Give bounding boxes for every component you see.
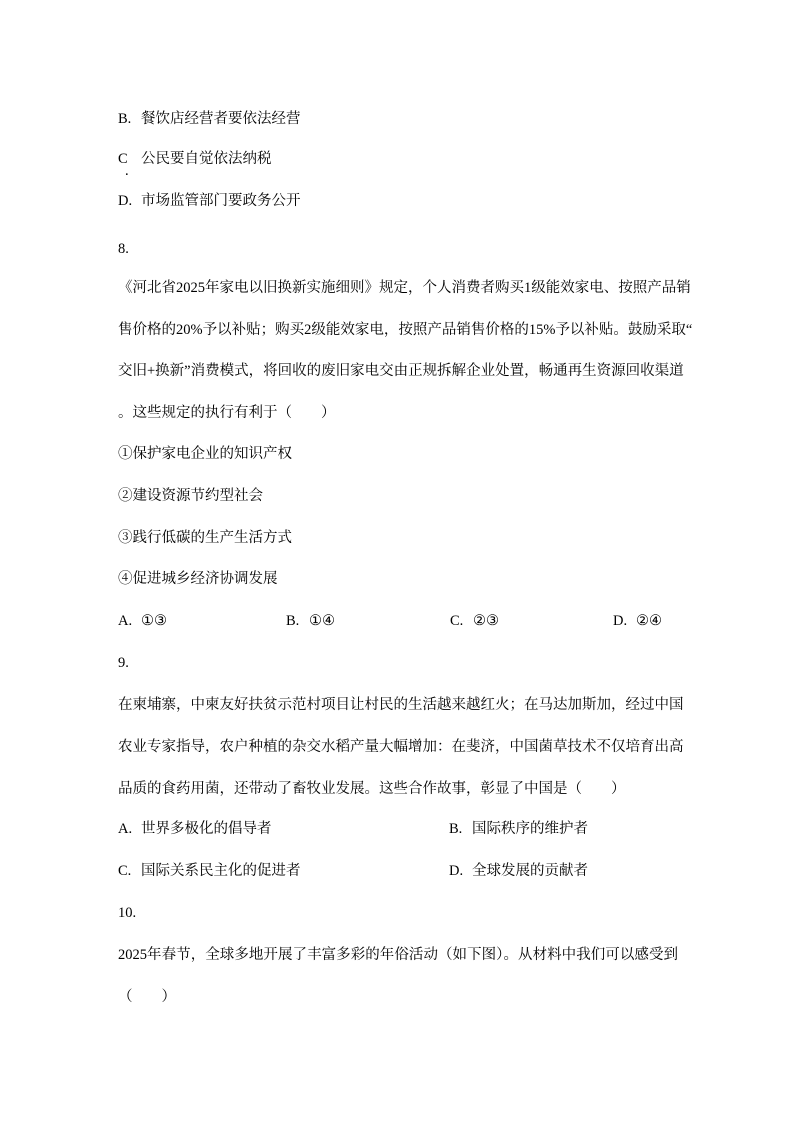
question8-number: 8. (118, 241, 129, 257)
option-label: B. (118, 111, 132, 127)
option-text: 餐饮店经营者要依法经营 (141, 111, 301, 127)
question8-item-1: ①保护家电企业的知识产权 (118, 446, 292, 462)
question9-option-d: D. 全球发展的贡献者 (449, 863, 588, 879)
document-page (118, 0, 693, 1123)
question8-stem-line-2: 售价格的20%予以补贴；购买2级能效家电，按照产品销售价格的15%予以补贴。鼓励采取“ (118, 322, 693, 338)
question7-option-d (118, 190, 678, 212)
question8-item-4: ④促进城乡经济协调发展 (118, 571, 278, 587)
question9-options-row-1 (118, 818, 718, 840)
question10-stem-line-1: 2025年春节，全球多地开展了丰富多彩的年俗活动（如下图）。从材料中我们可以感受到 (118, 947, 678, 963)
question8-option-a: A. ①③ (118, 613, 167, 629)
question9-option-b: B. 国际秩序的维护者 (449, 821, 588, 837)
question7-option-c (118, 148, 678, 179)
question9-stem-line-2: 农业专家指导，农户种植的杂交水稻产量大幅增加：在斐济，中国菌草技术不仅培育出高 (118, 739, 684, 755)
option-text: 公民要自觉依法纳税 (141, 151, 272, 167)
question9-options-row-2 (118, 860, 718, 882)
question8-item-2: ②建设资源节约型社会 (118, 488, 263, 504)
question9-option-a: A. 世界多极化的倡导者 (118, 821, 272, 837)
question9-number: 9. (118, 655, 129, 671)
question8-option-d: D. ②④ (613, 613, 662, 629)
option-text: 市场监管部门要政务公开 (141, 193, 301, 209)
question8-stem-line-1: 《河北省2025年家电以旧换新实施细则》规定，个人消费者购买1级能效家电、按照产品销 (118, 280, 691, 296)
question8-options-row (118, 610, 718, 632)
question8-option-b: B. ①④ (286, 613, 335, 629)
question8-item-3: ③践行低碳的生产生活方式 (118, 530, 292, 546)
option-c-period: . (125, 163, 129, 179)
question9-option-c: C. 国际关系民主化的促进者 (118, 863, 301, 879)
question7-option-b (118, 108, 678, 130)
question8-option-c: C. ②③ (450, 613, 499, 629)
question9-stem-line-1: 在柬埔寨，中柬友好扶贫示范村项目让村民的生活越来越红火；在马达加斯加，经过中国 (118, 697, 684, 713)
question9-stem-line-3: 品质的食药用菌，还带动了畜牧业发展。这些合作故事，彰显了中国是（ ） (118, 781, 626, 797)
question8-stem-line-3: 交旧+换新”消费模式，将回收的废旧家电交由正规拆解企业处置，畅通再生资源回收渠道 (118, 363, 684, 379)
question10-number: 10. (118, 905, 137, 921)
question10-stem-line-2: （ ） (118, 989, 176, 1005)
option-label: D. (118, 193, 133, 209)
question8-stem-line-4: 。这些规定的执行有利于（ ） (118, 405, 336, 421)
option-label: C . (118, 151, 129, 179)
